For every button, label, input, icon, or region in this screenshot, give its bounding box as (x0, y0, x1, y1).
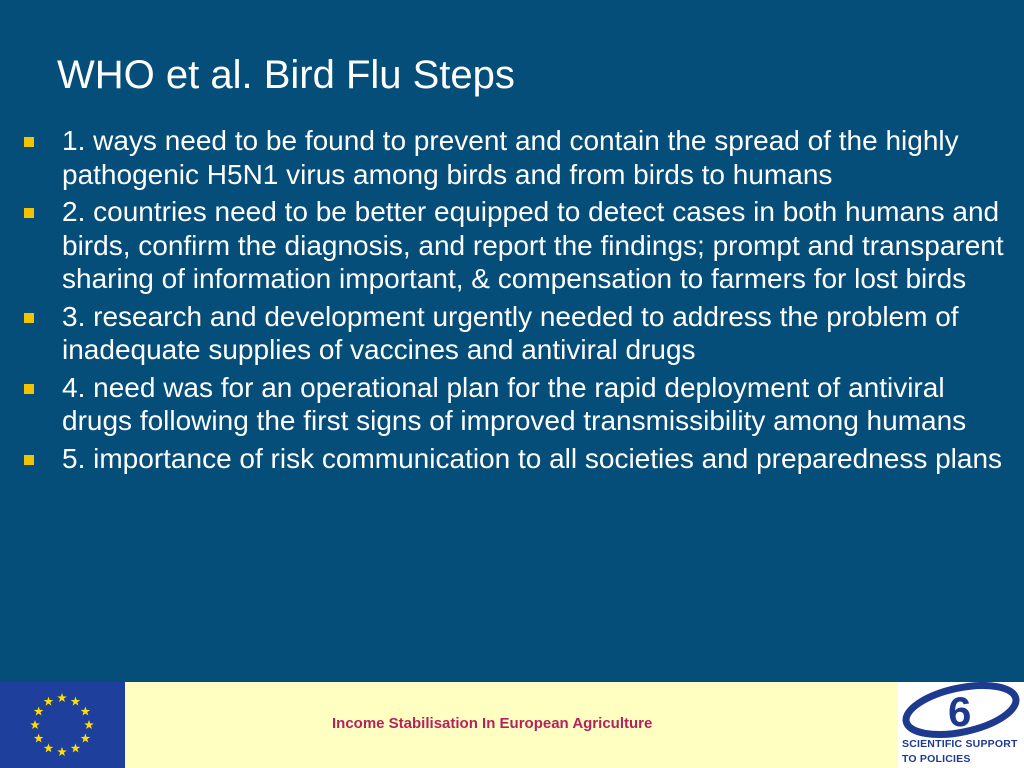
bullet-item-3 (20, 300, 1010, 367)
eu-star-icon (44, 743, 54, 752)
bullet-item-1 (20, 124, 1010, 191)
bullet-text: 1. ways need to be found to prevent and contain the spread of the highly pathogenic H5N1 virus among birds and from birds to humans (62, 125, 959, 190)
bullet-square-icon (24, 455, 34, 465)
eu-star-icon (84, 720, 94, 729)
eu-star-icon (57, 693, 67, 702)
logo-line-2: TO POLICIES (902, 753, 971, 765)
bullet-text: 3. research and development urgently needed to address the problem of inadequate supplies of vaccines and antiviral drugs (62, 300, 959, 365)
bullet-text: 5. importance of risk communication to all societies and preparedness plans (62, 442, 1003, 474)
eu-star-icon (71, 697, 81, 706)
bullet-square-icon (24, 313, 34, 323)
slide-title: WHO et al. Bird Flu Steps (57, 53, 515, 97)
eu-star-icon (81, 707, 91, 716)
bullet-item-4 (20, 371, 1010, 438)
eu-flag-icon (0, 682, 125, 768)
eu-star-icon (71, 743, 81, 752)
bullet-square-icon (24, 384, 34, 394)
bullet-square-icon (24, 137, 34, 147)
eu-star-icon (81, 734, 91, 743)
bullet-item-2 (20, 195, 1010, 296)
svg-text:6: 6 (948, 688, 972, 735)
fp6-logo-icon (898, 682, 1024, 768)
bullet-text: 4. need was for an operational plan for the rapid deployment of antiviral drugs following the first signs of improved transmissibility among humans (62, 371, 967, 436)
eu-star-icon (34, 734, 44, 743)
bullet-list (20, 124, 1010, 479)
bullet-item-5 (20, 442, 1010, 476)
footer-title: Income Stabilisation In European Agriculture (332, 715, 653, 732)
eu-star-icon (34, 707, 44, 716)
eu-star-icon (57, 747, 67, 756)
eu-star-icon (44, 697, 54, 706)
bullet-text: 2. countries need to be better equipped to detect cases in both humans and birds, confirm the diagnosis, and report the findings; prompt and transparent sharing of information important, & compensation to farmers for lost birds (62, 196, 1004, 294)
eu-star-icon (30, 720, 40, 729)
bullet-square-icon (24, 208, 34, 218)
footer-bar (0, 682, 1024, 768)
logo-line-1: SCIENTIFIC SUPPORT (902, 738, 1018, 750)
